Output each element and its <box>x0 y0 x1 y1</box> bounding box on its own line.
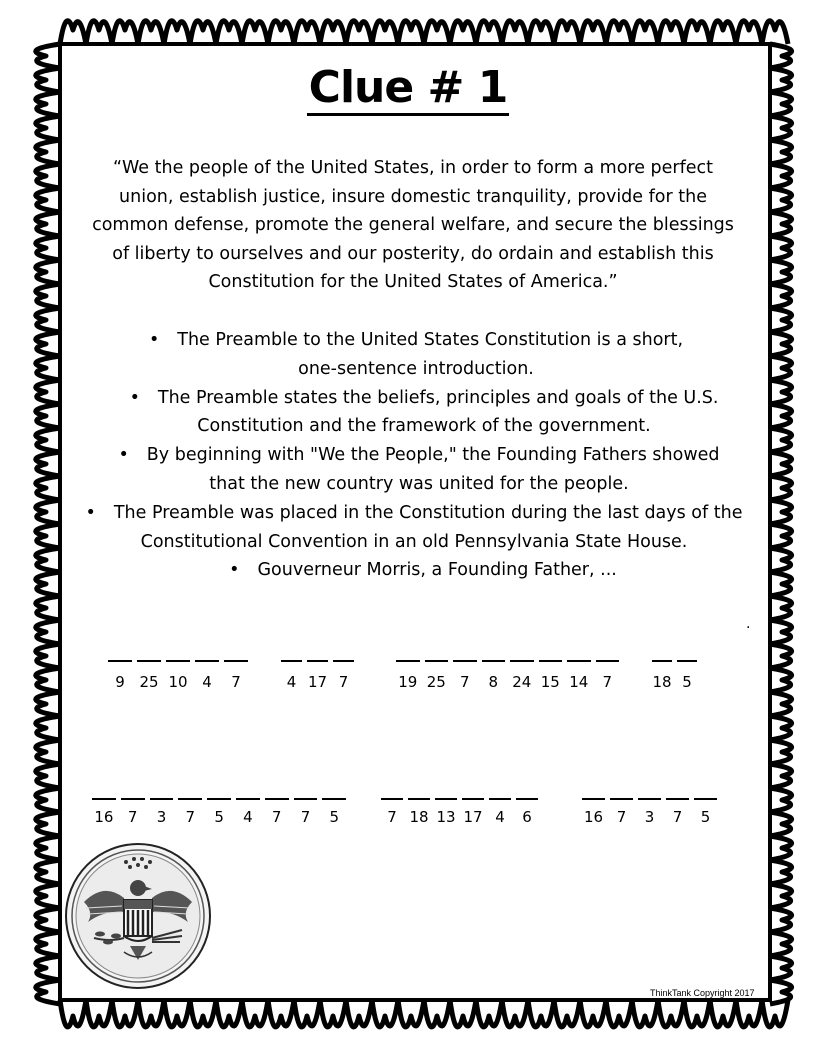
page-title: Clue # 1 <box>0 62 816 116</box>
bullet-icon: • <box>148 330 160 350</box>
cipher-number: 10 <box>168 673 188 691</box>
letter-blank <box>396 660 420 662</box>
letter-blank <box>596 660 620 662</box>
cipher-number: 7 <box>271 808 282 826</box>
letter-blank <box>610 798 633 800</box>
cipher-number: 5 <box>329 808 340 826</box>
fact-item-2: • The Preamble states the beliefs, principles and goals of the U.S. Constitution and the framework of the government. <box>129 387 719 437</box>
letter-blank <box>294 798 318 800</box>
letter-blank <box>567 660 591 662</box>
cipher-number: 5 <box>214 808 224 826</box>
bullet-icon: • <box>85 502 96 523</box>
fact-item-3: • By beginning with "We the People," the Founding Fathers showed that the new country was united for the people. <box>118 445 720 494</box>
bullet-icon: • <box>229 560 240 581</box>
letter-blank <box>539 660 563 662</box>
preamble-quote: “We the people of the United States, in order to form a more perfect union, establish justice, insure domestic tranquility, provide for the common defense, promote the general welfare, and secure the blessings of liberty to ourselves and our posterity, do ordain and establish this Constitution for the United States of America.” <box>92 158 734 292</box>
letter-blank <box>150 798 174 800</box>
cipher-number: 16 <box>583 808 604 826</box>
stray-mark: . <box>746 616 751 632</box>
letter-blank <box>108 660 132 662</box>
letter-blank <box>333 660 354 662</box>
fact-item-4: • The Preamble was placed in the Constitution during the last days of the Constitutional Convention in an old Pennsylvania State House. <box>85 502 743 552</box>
cipher-number: 7 <box>672 808 683 826</box>
cipher-number: 7 <box>459 673 470 691</box>
cipher-number: 17 <box>307 673 328 691</box>
cipher-number: 7 <box>231 673 241 691</box>
cipher-number: 7 <box>185 808 196 826</box>
cipher-number: 7 <box>127 808 138 826</box>
letter-blank <box>666 798 689 800</box>
letter-blank <box>652 660 672 662</box>
cipher-number: 9 <box>115 673 125 691</box>
letter-blank <box>121 798 145 800</box>
cipher-number: 7 <box>616 808 627 826</box>
letter-blank <box>236 798 260 800</box>
cipher-number: 18 <box>652 673 672 691</box>
cipher-number: 4 <box>286 673 297 691</box>
letter-blank <box>137 660 161 662</box>
letter-blank <box>510 660 534 662</box>
letter-blank <box>224 660 248 662</box>
copyright-note: ThinkTank Copyright 2017 <box>650 988 755 998</box>
cipher-number: 24 <box>512 673 532 691</box>
cipher-number: 7 <box>300 808 311 826</box>
letter-blank <box>92 798 116 800</box>
bullet-icon: • <box>129 387 140 408</box>
letter-blank <box>307 660 328 662</box>
cipher-number: 8 <box>488 673 499 691</box>
letter-blank <box>265 798 289 800</box>
letter-blank <box>281 660 302 662</box>
cipher-number: 7 <box>338 673 349 691</box>
cipher-number: 13 <box>436 808 456 826</box>
cipher-number: 16 <box>94 808 114 826</box>
cipher-number: 17 <box>463 808 483 826</box>
letter-blank <box>408 798 430 800</box>
letter-blank <box>178 798 202 800</box>
letter-blank <box>482 660 506 662</box>
cipher-number: 18 <box>409 808 429 826</box>
letter-blank <box>195 660 219 662</box>
letter-blank <box>207 798 231 800</box>
cipher-number: 25 <box>139 673 159 691</box>
letter-blank <box>166 660 190 662</box>
fact-list <box>84 326 744 585</box>
letter-blank <box>322 798 346 800</box>
fact-item-1: • The Preamble to the United States Constitution is a short, one-sentence introduction. <box>148 330 684 379</box>
cipher-number: 3 <box>644 808 655 826</box>
cipher-number: 5 <box>682 673 692 691</box>
cipher-number: 19 <box>398 673 418 691</box>
letter-blank <box>582 798 605 800</box>
letter-blank <box>435 798 457 800</box>
cipher-number: 4 <box>202 673 212 691</box>
letter-blank <box>694 798 717 800</box>
letter-blank <box>453 660 477 662</box>
letter-blank <box>638 798 661 800</box>
cipher-number: 6 <box>522 808 532 826</box>
letter-blank <box>381 798 403 800</box>
fact-item-5: • Gouverneur Morris, a Founding Father, ... <box>229 560 617 581</box>
letter-blank <box>462 798 484 800</box>
great-seal-icon <box>64 842 212 990</box>
cipher-number: 7 <box>602 673 613 691</box>
cipher-number: 15 <box>540 673 560 691</box>
letter-blank <box>489 798 511 800</box>
cipher-number: 25 <box>426 673 446 691</box>
cipher-number: 3 <box>156 808 167 826</box>
letter-blank <box>425 660 449 662</box>
cipher-number: 7 <box>387 808 397 826</box>
cipher-number: 4 <box>243 808 253 826</box>
cipher-number: 5 <box>700 808 711 826</box>
bullet-icon: • <box>118 445 129 466</box>
letter-blank <box>516 798 538 800</box>
cipher-number: 4 <box>495 808 505 826</box>
cipher-number: 14 <box>569 673 589 691</box>
letter-blank <box>677 660 697 662</box>
